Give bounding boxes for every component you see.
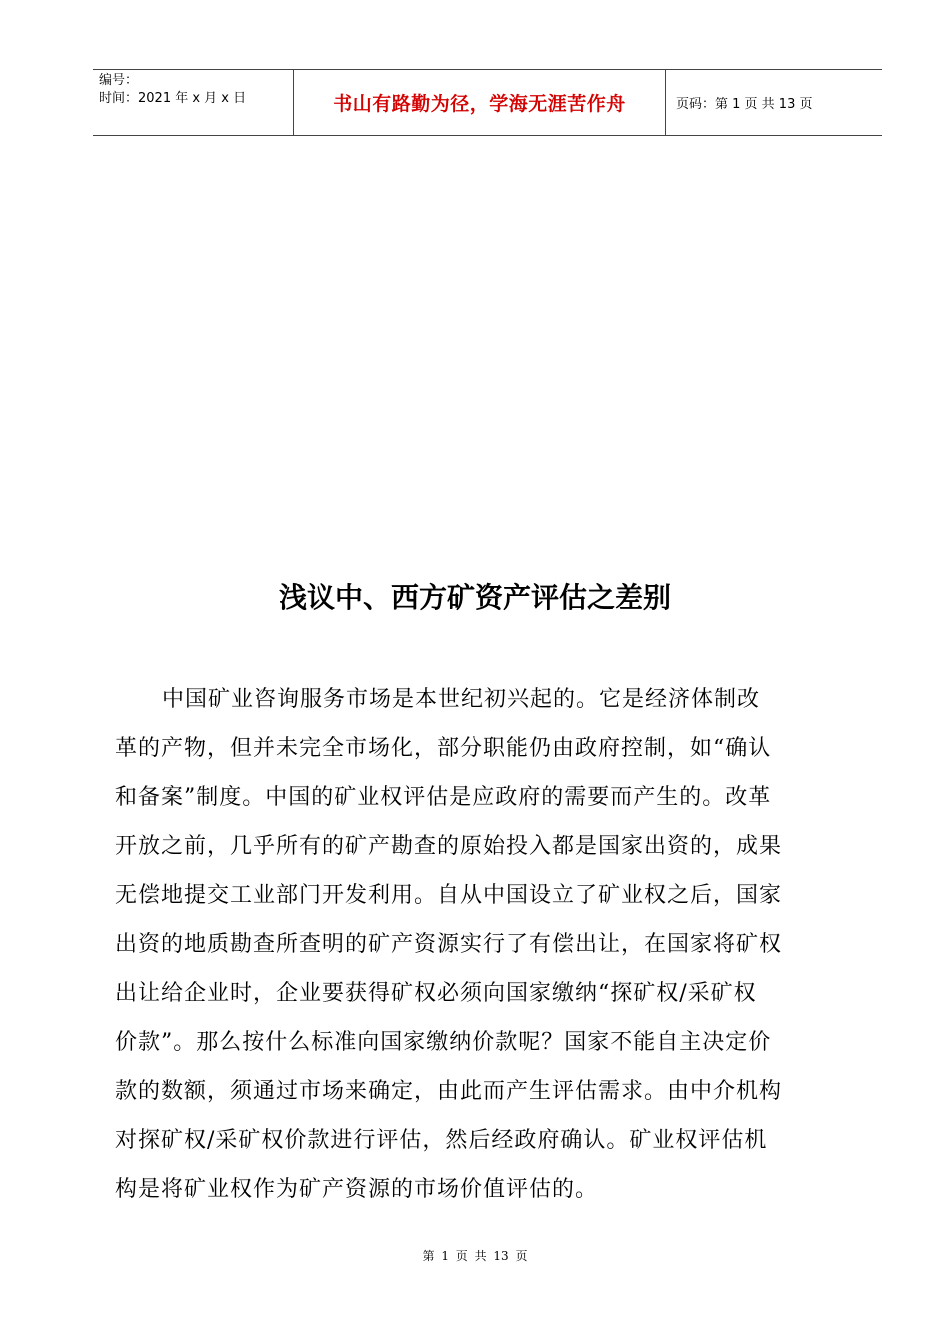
body-line: 无偿地提交工业部门开发利用。自从中国设立了矿业权之后，国家 xyxy=(115,883,783,908)
body-line: 价款”。那么按什么标准向国家缴纳价款呢？国家不能自主决定价 xyxy=(115,1030,772,1055)
header-page-info: 页码：第 1 页 共 13 页 xyxy=(676,97,813,112)
header-motto-cell xyxy=(293,70,666,135)
document-number-label: 编号： xyxy=(99,73,139,88)
header-page-cell xyxy=(666,70,882,135)
document-title: 浅议中、西方矿资产评估之差别 xyxy=(278,581,671,614)
body-line: 和备案”制度。中国的矿业权评估是应政府的需要而产生的。改革 xyxy=(115,785,772,810)
body-line: 开放之前，几乎所有的矿产勘查的原始投入都是国家出资的，成果 xyxy=(115,834,783,859)
body-line: 出资的地质勘查所查明的矿产资源实行了有偿出让，在国家将矿权 xyxy=(115,932,783,957)
body-line: 对探矿权/采矿权价款进行评估，然后经政府确认。矿业权评估机 xyxy=(115,1128,768,1153)
header-motto: 书山有路勤为径，学海无涯苦作舟 xyxy=(333,93,626,115)
document-time-label: 时间：2021 年 x 月 x 日 xyxy=(99,91,247,106)
body-line: 中国矿业咨询服务市场是本世纪初兴起的。它是经济体制改 xyxy=(162,687,761,712)
header-meta-cell xyxy=(93,70,293,135)
body-line: 构是将矿业权作为矿产资源的市场价值评估的。 xyxy=(115,1177,599,1202)
page-footer: 第 1 页 共 13 页 xyxy=(422,1249,528,1263)
body-line: 出让给企业时，企业要获得矿权必须向国家缴纳“探矿权/采矿权 xyxy=(115,981,757,1006)
document-header xyxy=(93,69,882,136)
body-line: 款的数额，须通过市场来确定，由此而产生评估需求。由中介机构 xyxy=(115,1079,783,1104)
body-line: 革的产物，但并未完全市场化，部分职能仍由政府控制，如“确认 xyxy=(115,736,772,761)
document-body xyxy=(115,675,860,1214)
